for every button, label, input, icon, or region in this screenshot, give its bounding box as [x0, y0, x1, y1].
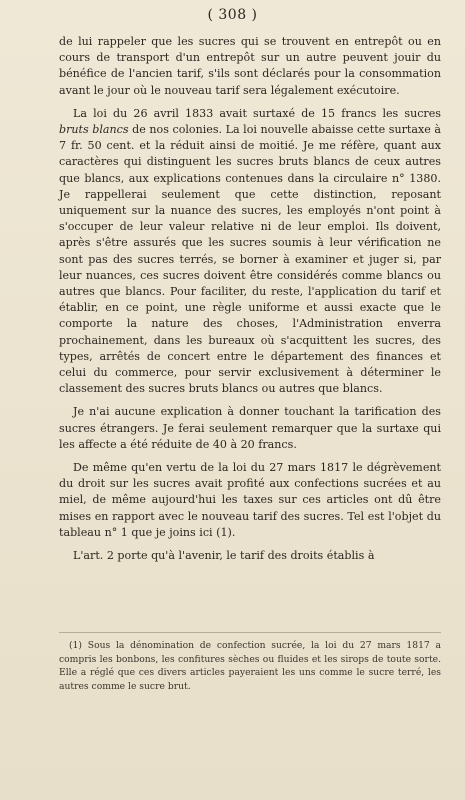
italic-term: bruts blancs	[59, 123, 129, 137]
paragraph-text: de nos colonies. La loi nouvelle abaisse cette surtaxe à 7 fr. 50 cent. et la réduit ainsi de moitié. Je me réfère, quant aux caractères qui distinguent les sucres bruts blancs de ceux autres que blancs, aux explications contenues dans la circulaire n° 1380. Je rappellerai seulement que cette distinction, reposant uniquement sur la nuance des sucres, les employés n'ont point à s'occuper de leur valeur relative ni de leur emploi. Ils doivent, après s'être assurés que les sucres soumis à leur vérification ne sont pas des sucres terrés, se borner à examiner et juger si, par leur nuances, ces sucres doivent être considérés comme blancs ou autres que blancs. Pour faciliter, du reste, l'application du tarif et établir, en ce point, une règle uniforme et aussi exacte que le comporte la nature des choses, l'Administration enverra prochainement, dans les bureaux où s'acquittent les sucres, des types, arrêtés de concert entre le département des finances et celui du commerce, pour servir exclusivement à déterminer le classement des sucres bruts blancs ou autres que blancs.	[59, 123, 441, 396]
page-number: ( 308 )	[207, 7, 258, 23]
body-text	[59, 34, 441, 564]
paragraph-foreign-sugars: Je n'ai aucune explication à donner touchant la tarification des sucres étrangers. Je ferai seulement remarquer que la surtaxe qui les affecte a été réduite de 40 à 20 francs.	[59, 405, 441, 451]
footnote: (1) Sous la dénomination de confection sucrée, la loi du 27 mars 1817 a compris les bonbons, les confitures sèches ou fluides et les sirops de toute sorte. Elle a réglé que ces divers articles payeraient les uns comme le sucre terré, les autres comme le sucre brut.	[59, 640, 441, 692]
paragraph-text: La loi du 26 avril 1833 avait surtaxé de 15 francs les sucres	[73, 106, 441, 120]
paragraph-article-2: L'art. 2 porte qu'à l'avenir, le tarif des droits établis à	[73, 549, 375, 563]
paragraph-sugar-surtax	[59, 106, 441, 398]
paragraph-confections: De même qu'en vertu de la loi du 27 mars 1817 le dégrèvement du droit sur les sucres avait profité aux confections sucrées et au miel, de même aujourd'hui les taxes sur ces articles ont dû être mises en rapport avec le nouveau tarif des sucres. Tel est l'objet du tableau n° 1 que je joins ici (1).	[59, 461, 441, 539]
footnote-divider	[59, 632, 441, 633]
paragraph-continuation: de lui rappeler que les sucres qui se trouvent en entrepôt ou en cours de transport d'un entrepôt sur un autre peuvent jouir du bénéfice de l'ancien tarif, s'ils sont déclarés pour la consommation avant le jour où le nouveau tarif sera légalement exécutoire.	[59, 35, 441, 97]
